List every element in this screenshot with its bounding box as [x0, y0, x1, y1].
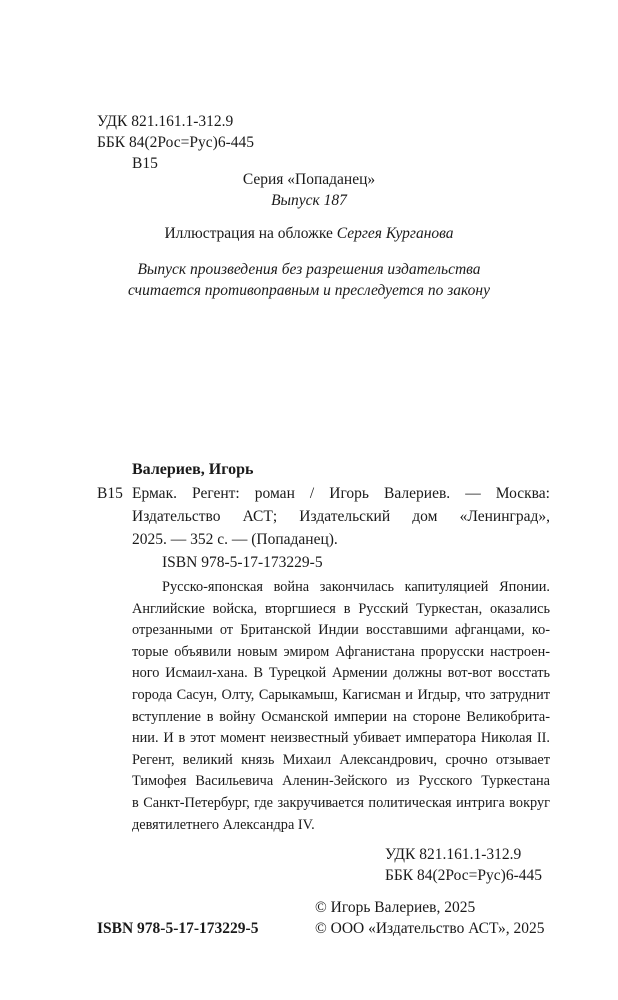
description-line-8: нии. И в этот момент неизвестный убивает императора Николая II.: [132, 730, 550, 747]
description-line-1: Русско-японская война закончилась капитуляцией Японии.: [162, 579, 550, 595]
series-issue: Выпуск 187: [271, 192, 347, 209]
description-line-5: ного Исмаил-хана. В Турецкой Армении должны вот-вот восстать: [132, 665, 550, 682]
author-heading: Валериев, Игорь: [132, 461, 254, 478]
description-line-10: Тимофея Васильевича Аленин-Зейского из Русского Туркестана: [132, 773, 550, 790]
isbn-bold: ISBN 978-5-17-173229-5: [97, 920, 259, 937]
author-sign-code: В15: [132, 155, 158, 172]
bib-isbn: ISBN 978-5-17-173229-5: [162, 554, 323, 571]
description-line-4: торые объявили новым эмиром Афганистана прорусски настроен-: [132, 643, 550, 660]
description-line-7: вступление в войну Османской империи на стороне Великобрита-: [132, 708, 550, 725]
copyright-publisher: © ООО «Издательство АСТ», 2025: [315, 920, 545, 937]
bib-line-3: 2025. — 352 с. — (Попаданец).: [132, 531, 338, 548]
description-line-2: Английские войска, вторгшиеся в Русский Туркестан, оказались: [132, 600, 550, 617]
warning-line-2: считается противоправным и преследуется по закону: [128, 282, 490, 299]
bbk-code: ББК 84(2Рос=Рус)6-445: [97, 134, 254, 151]
series-line: Серия «Попаданец»: [242, 171, 376, 188]
bib-line-2: Издательство АСТ; Издательский дом «Ленинград»,: [132, 508, 550, 525]
description-line-11: в Санкт-Петербург, где закручивается политическая интрига вокруг: [132, 795, 550, 811]
description-line-9: Регент, великий князь Михаил Александрович, срочно отзывает: [132, 751, 550, 768]
bib-line-1: Ермак. Регент: роман / Игорь Валериев. — Москва:: [132, 485, 550, 502]
illustration-prefix: Иллюстрация на обложке: [164, 225, 337, 242]
udk-code: УДК 821.161.1-312.9: [97, 113, 234, 130]
warning-line-1: Выпуск произведения без разрешения издательства: [137, 261, 481, 278]
description-line-12: девятилетнего Александра IV.: [132, 816, 315, 833]
footer-udk: УДК 821.161.1-312.9: [385, 846, 522, 863]
bib-margin-code: В15: [97, 485, 123, 502]
description-line-3: отрезанными от Британской Индии восставшими афганцами, ко-: [132, 622, 550, 639]
description-line-6: города Сасун, Олту, Сарыкамыш, Кагисман и Игдыр, что затруднит: [132, 687, 550, 703]
illustration-artist: Сергея Курганова: [336, 225, 454, 242]
copyright-author: © Игорь Валериев, 2025: [315, 899, 476, 916]
footer-bbk: ББК 84(2Рос=Рус)6-445: [385, 867, 542, 884]
illustration-credit: [0, 223, 618, 245]
